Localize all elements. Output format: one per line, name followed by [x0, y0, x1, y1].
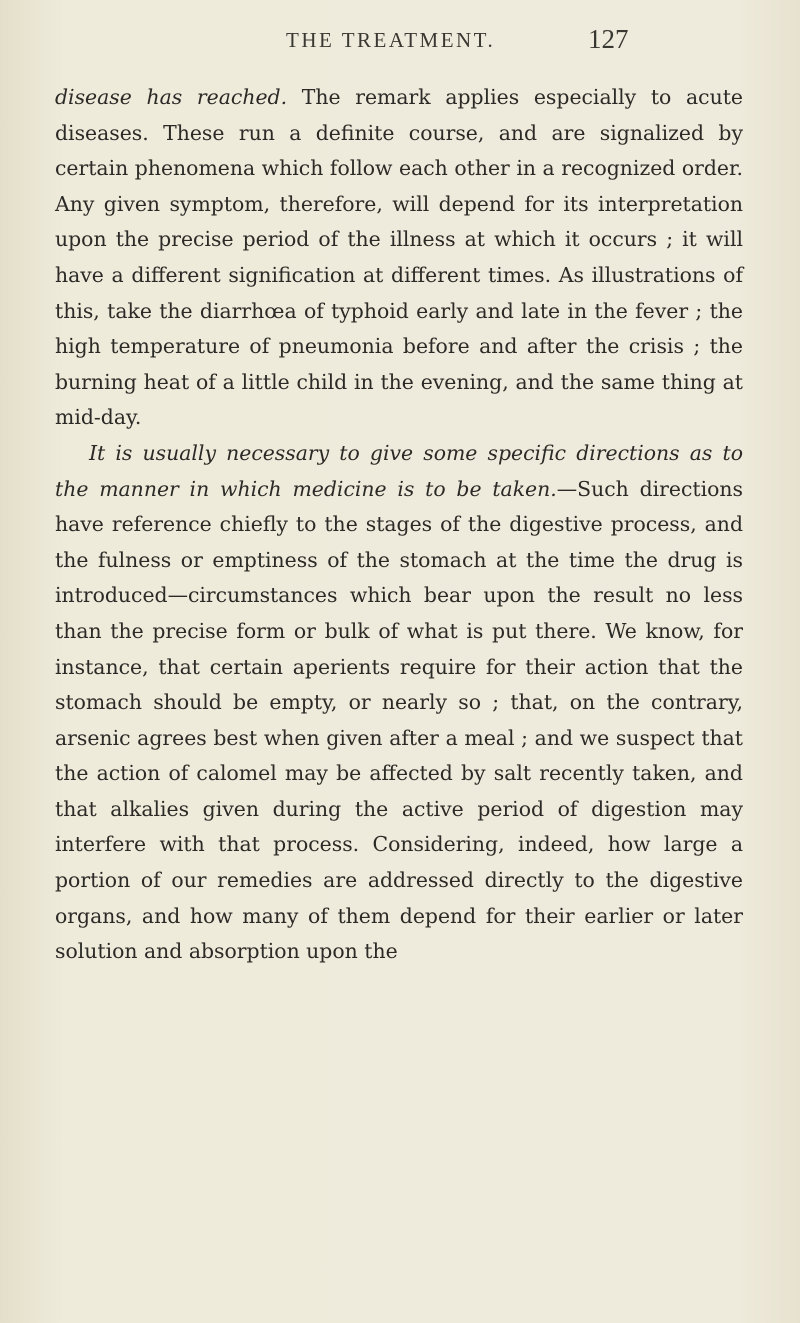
- body-text: [55, 80, 743, 970]
- page-number: 127: [588, 24, 629, 54]
- running-title: THE TREATMENT.: [286, 28, 496, 52]
- paragraph-1: [55, 80, 743, 436]
- paragraph-1-lead: disease has reached.: [55, 85, 288, 109]
- paragraph-2-heading: It is usually necessary to give some specific directions as to the manner in which medicine is to be taken.: [55, 440, 743, 501]
- paragraph-1-text: The remark applies especially to acute diseases. These run a definite course, and are signalized by certain phenomena which follow each other in a recognized order. Any given symptom, therefore, will depend for its interpretation upon the precise period of the illness at which it occurs ; it will have a different signification at different times. As illustrations of this, take the diarrhœa of typhoid early and late in the fever ; the high temperature of pneumonia before and after the crisis ; the burning heat of a little child in the evening, and the same thing at mid-day.: [55, 85, 743, 430]
- paragraph-2: [55, 436, 743, 970]
- paragraph-2-text: —Such directions have reference chiefly to the stages of the digestive process, and the fulness or emptiness of the stomach at the time the drug is introduced—circumstances which bear upon the result no less than the precise form or bulk of what is put there. We know, for instance, that certain aperients require for their action that the stomach should be empty, or nearly so ; that, on the contrary, arsenic agrees best when given after a meal ; and we suspect that the action of calomel may be affected by salt recently taken, and that alkalies given during the active period of digestion may interfere with that process. Considering, indeed, how large a portion of our remedies are addressed directly to the digestive organs, and how many of them depend for their earlier or later solution and absorption upon the: [55, 476, 743, 964]
- running-head: [0, 24, 800, 58]
